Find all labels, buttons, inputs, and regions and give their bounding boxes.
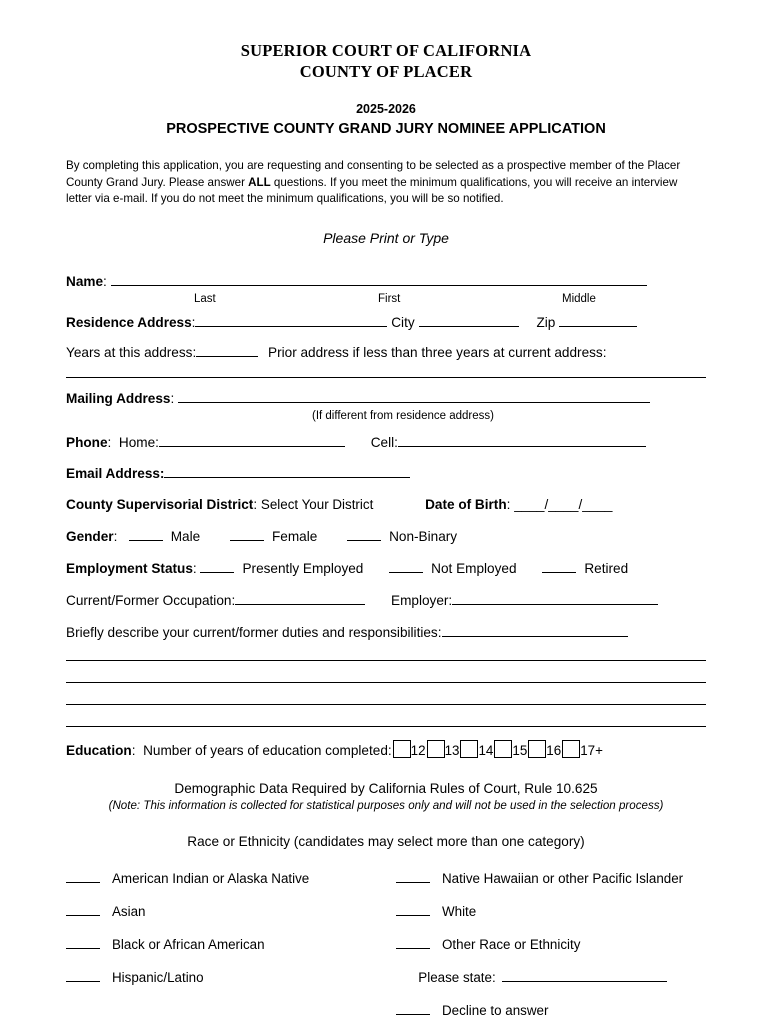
employment-employed-blank[interactable] (200, 559, 234, 573)
education-checkbox-15[interactable] (494, 740, 512, 758)
gender-option-male: Male (170, 528, 201, 544)
name-caption-first: First (378, 292, 401, 305)
zip-input[interactable] (559, 313, 637, 327)
home-phone-input[interactable] (159, 433, 345, 447)
gender-colon: : (113, 528, 125, 544)
gender-option-female: Female (271, 528, 318, 544)
mailing-caption-wrap (66, 410, 706, 426)
education-value-15: 15 (512, 742, 528, 758)
phone-colon: : (107, 434, 119, 450)
employment-retired-blank[interactable] (542, 559, 576, 573)
intro-part1: By completing this application, you are requesting and consenting to be selected as a prospective member of the Placer County Grand Jury. Please answer (66, 159, 681, 189)
employment-notemployed-blank[interactable] (389, 559, 423, 573)
education-value-12: 12 (410, 742, 426, 758)
email-row (66, 464, 706, 484)
court-title (66, 40, 706, 82)
race-option-decline[interactable] (396, 1001, 706, 1018)
race-spacer (66, 1001, 396, 1018)
race-blank-american-indian[interactable] (66, 869, 100, 883)
mailing-label: Mailing Address (66, 390, 171, 406)
race-blank-native-hawaiian[interactable] (396, 869, 430, 883)
district-dob-row (66, 495, 706, 515)
race-row (66, 935, 706, 952)
race-row (66, 1001, 706, 1018)
print-or-type-instruction: Please Print or Type (323, 229, 449, 246)
duties-line-5[interactable] (66, 726, 706, 727)
race-row (66, 902, 706, 919)
race-option-native-hawaiian[interactable] (396, 869, 706, 886)
employer-label: Employer: (391, 592, 453, 608)
mailing-row (66, 389, 706, 409)
employment-colon: : (192, 560, 201, 576)
gender-option-nonbinary: Non-Binary (389, 528, 458, 544)
race-label-american-indian: American Indian or Alaska Native (112, 870, 310, 886)
please-state-input[interactable] (502, 968, 667, 982)
residence-row (66, 313, 706, 333)
race-label-asian: Asian (112, 903, 146, 919)
gender-female-blank[interactable] (230, 527, 264, 541)
gender-row (66, 527, 706, 547)
race-blank-white[interactable] (396, 902, 430, 916)
race-row (66, 968, 706, 985)
please-state-label: Please state: (418, 969, 496, 985)
district-label: County Supervisorial District (66, 496, 254, 512)
name-row (66, 272, 706, 292)
intro-paragraph (66, 158, 706, 208)
court-title-line2: COUNTY OF PLACER (299, 62, 473, 81)
education-checkbox-13[interactable] (427, 740, 445, 758)
education-label: Education (66, 742, 132, 758)
education-value-14: 14 (478, 742, 494, 758)
race-blank-black[interactable] (66, 935, 100, 949)
phone-label: Phone (66, 434, 108, 450)
years-row (66, 343, 706, 363)
education-value-13: 13 (444, 742, 460, 758)
occupation-row (66, 591, 706, 611)
dob-input[interactable]: ____/____/____ (514, 496, 613, 512)
cell-label: Cell: (370, 434, 398, 450)
employment-row (66, 559, 706, 579)
name-input[interactable] (111, 272, 647, 286)
residence-input[interactable] (195, 313, 387, 327)
employment-option-employed: Presently Employed (242, 560, 364, 576)
gender-nonbinary-blank[interactable] (347, 527, 381, 541)
race-blank-decline[interactable] (396, 1001, 430, 1015)
cell-phone-input[interactable] (398, 433, 646, 447)
email-label: Email Address: (66, 465, 165, 481)
intro-bold-all: ALL (248, 175, 271, 189)
race-label-native-hawaiian: Native Hawaiian or other Pacific Islander (442, 870, 684, 886)
occupation-input[interactable] (235, 591, 365, 605)
form-year: 2025-2026 (356, 102, 416, 116)
dob-colon: : (506, 496, 515, 512)
district-select[interactable]: Select Your District (260, 496, 374, 512)
race-option-black[interactable] (66, 935, 396, 952)
race-label-decline: Decline to answer (442, 1002, 549, 1018)
education-colon: : (131, 742, 144, 758)
race-label-black: Black or African American (112, 936, 265, 952)
education-checkbox-14[interactable] (460, 740, 478, 758)
race-blank-hispanic[interactable] (66, 968, 100, 982)
demographic-title: Demographic Data Required by California Rules of Court, Rule 10.625 (174, 780, 598, 796)
prior-address-label: Prior address if less than three years at current address: (268, 344, 607, 360)
education-checkbox-17[interactable] (562, 740, 580, 758)
duties-label: Briefly describe your current/former duties and responsibilities: (66, 624, 442, 640)
years-input[interactable] (196, 343, 258, 357)
home-label: Home: (118, 434, 159, 450)
employment-label: Employment Status (66, 560, 193, 576)
occupation-label: Current/Former Occupation: (66, 592, 236, 608)
please-state-field[interactable] (372, 968, 706, 985)
district-colon: : (253, 496, 261, 512)
name-colon: : (103, 273, 111, 289)
education-checkbox-16[interactable] (528, 740, 546, 758)
name-captions (66, 293, 706, 307)
mailing-colon: : (170, 390, 179, 406)
form-content (66, 40, 706, 1028)
race-label-other: Other Race or Ethnicity (442, 936, 581, 952)
duties-row (66, 623, 706, 643)
gender-label: Gender (66, 528, 114, 544)
race-option-hispanic[interactable] (66, 968, 372, 985)
race-options-grid (66, 869, 706, 1018)
race-label-hispanic: Hispanic/Latino (112, 969, 204, 985)
dob-label: Date of Birth (425, 496, 507, 512)
name-caption-last: Last (194, 292, 216, 305)
race-blank-other[interactable] (396, 935, 430, 949)
race-option-white[interactable] (396, 902, 706, 919)
city-input[interactable] (419, 313, 519, 327)
duties-line-4[interactable] (66, 704, 706, 705)
race-option-other[interactable] (396, 935, 706, 952)
race-blank-asian[interactable] (66, 902, 100, 916)
employer-input[interactable] (452, 591, 658, 605)
gender-male-blank[interactable] (129, 527, 163, 541)
duties-line-3[interactable] (66, 682, 706, 683)
mailing-caption: (If different from residence address) (312, 409, 494, 422)
demographic-note: (Note: This information is collected for statistical purposes only and will not be used in the selection process) (108, 798, 664, 812)
education-row (66, 740, 706, 761)
residence-label: Residence Address (66, 314, 192, 330)
education-value-17: 17+ (580, 742, 603, 758)
name-label: Name (66, 273, 104, 289)
years-label: Years at this address: (66, 344, 197, 360)
intro-part2: questions. If you meet the minimum qualifications, you will receive an interview letter via e-mail. If you do not meet the minimum qualifications, you will be so notified. (66, 175, 678, 205)
education-checkbox-12[interactable] (393, 740, 411, 758)
city-label: City (391, 314, 415, 330)
email-input[interactable] (164, 464, 410, 478)
prior-address-line-1[interactable] (66, 377, 706, 378)
duties-input-1[interactable] (442, 623, 628, 637)
education-question: Number of years of education completed: (143, 742, 392, 758)
education-value-16: 16 (546, 742, 562, 758)
court-title-line1: SUPERIOR COURT OF CALIFORNIA (240, 41, 532, 60)
race-row (66, 869, 706, 886)
zip-label: Zip (536, 314, 556, 330)
name-caption-middle: Middle (562, 292, 596, 305)
race-option-american-indian[interactable] (66, 869, 396, 886)
race-option-asian[interactable] (66, 902, 396, 919)
race-heading: Race or Ethnicity (candidates may select more than one category) (187, 833, 585, 849)
phone-row (66, 433, 706, 453)
duties-line-2[interactable] (66, 660, 706, 661)
form-title: PROSPECTIVE COUNTY GRAND JURY NOMINEE APPLICATION (166, 121, 606, 137)
residence-colon: : (191, 314, 196, 330)
mailing-input[interactable] (178, 389, 650, 403)
employment-option-retired: Retired (584, 560, 629, 576)
employment-option-not-employed: Not Employed (431, 560, 517, 576)
race-label-white: White (442, 903, 477, 919)
